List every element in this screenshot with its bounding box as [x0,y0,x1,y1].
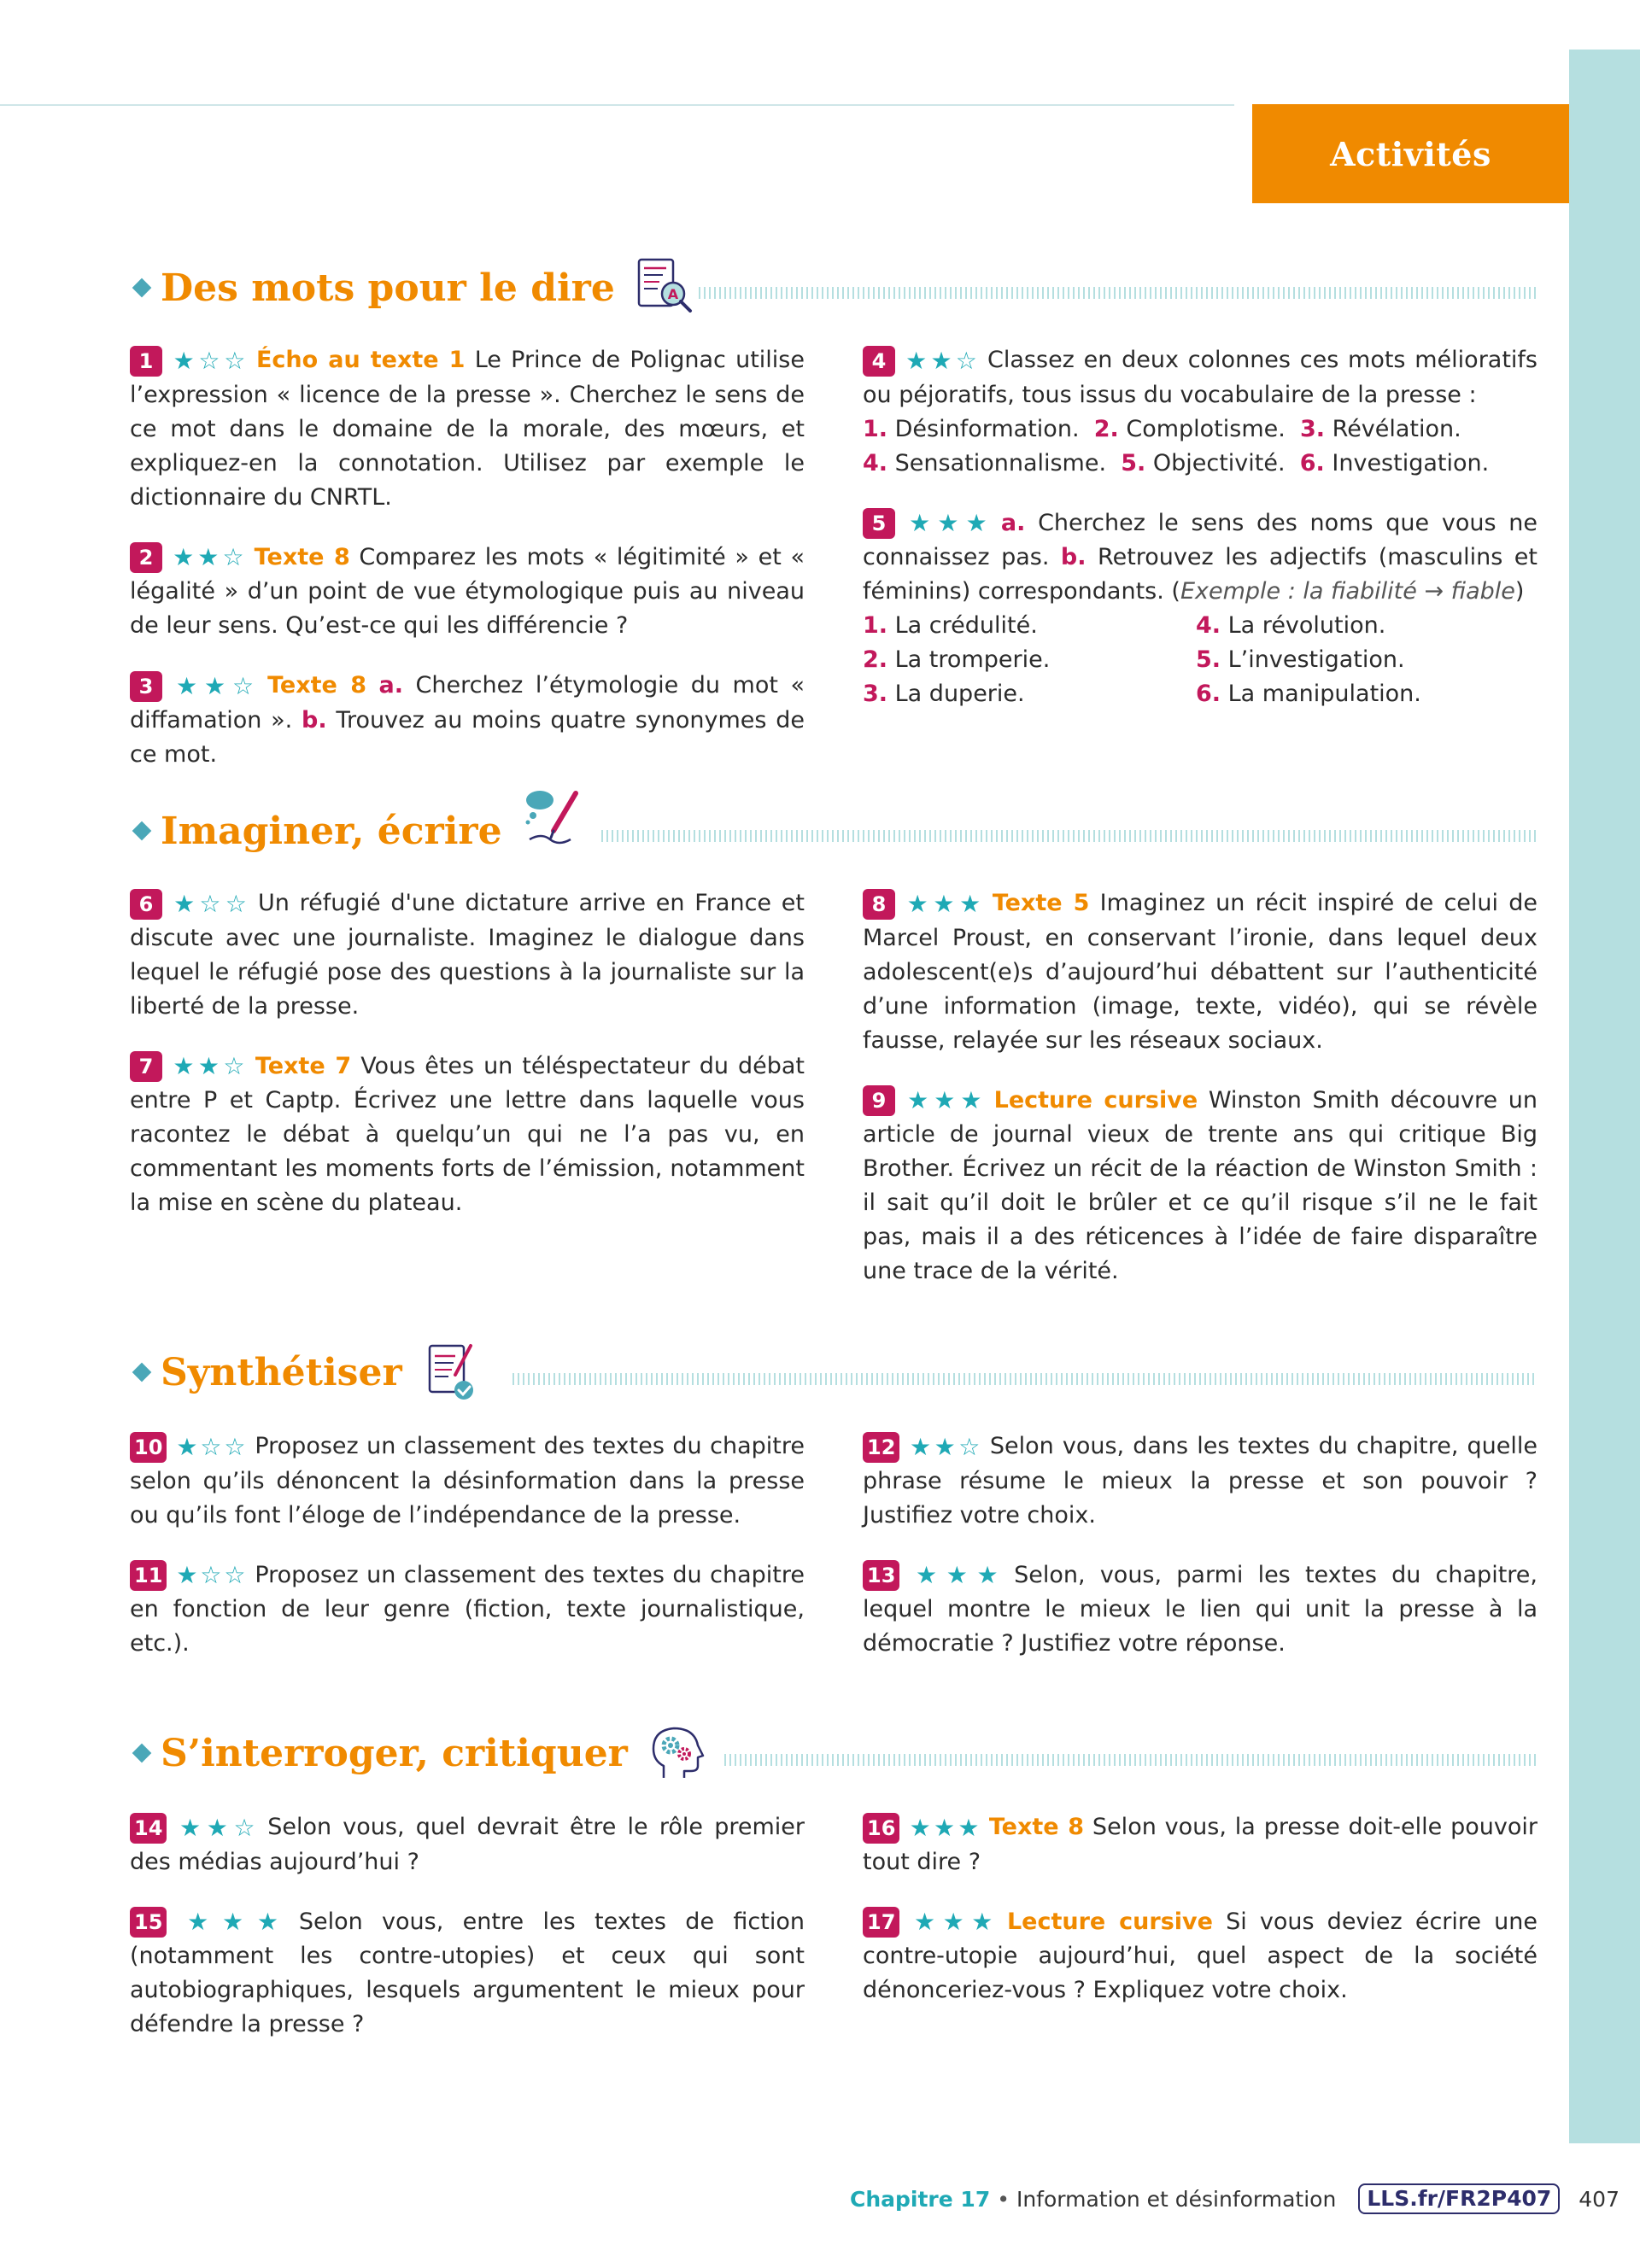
difficulty-stars-icon: ★★☆ [908,1432,983,1461]
exercise-text: Vous êtes un téléspectateur du débat entre P et Captp. Écrivez une lettre dans laquelle vous racontez le débat à quelqu’un qui ne l’a pas vu, en commentant les moments forts de l’émission, notamment la mise en scène du plateau. [130,1052,805,1216]
part-a-label: a. [1000,509,1026,536]
section-4-left-column [130,1810,805,2067]
noun-item: 4. La révolution. [1196,612,1386,639]
exercise-5: 5 ★★★ a. Cherchez le sens des noms que vous ne connaissez pas. b. Retrouvez les adjectifs (masculins et féminins) correspondants. (Exemple : la fiabilité → fiable) 1. La crédulité. 4. La révolution. 2. La tromperie. 5. L’investigation. 3. La duperie. 6. La manipulation. [863,506,1538,712]
item-number: 2. [1093,415,1119,442]
item-number: 5. [1121,449,1146,476]
exercise-16 [863,1810,1538,1879]
exercise-text: Un réfugié d'une dictature arrive en France et discute avec une journaliste. Imaginez le dialogue dans lequel le réfugié pose des questions à la journaliste sur la liberté de la presse. [130,890,805,1020]
exercise-text: Si vous deviez écrire une contre-utopie aujourd’hui, quel aspect de la société dénonceriez-vous ? Expliquez votre choix. [863,1908,1538,2003]
exercise-1 [130,343,805,515]
item-number: 6. [1299,449,1325,476]
text-reference: Texte 8 [254,543,350,570]
difficulty-stars-icon: ★★★ [175,1908,292,1936]
section-2-right-column [863,886,1538,1314]
exercise-text: Comparez les mots « légitimité » et « légalité » d’un point de vue étymologique puis au niveau de leur sens. Qu’est-ce qui les différencie ? [130,543,805,639]
section-dotted-rule [699,287,1536,299]
text-reference: Texte 8 [267,672,366,699]
part-b-label: b. [302,706,327,734]
noun-item: 1. La crédulité. [863,612,1038,639]
section-title: Synthétiser [161,1350,402,1394]
exercise-text-a: Cherchez le sens des noms que vous ne connaissez pas. [863,509,1538,570]
exercise-number: 11 [130,1560,167,1591]
exercise-number: 14 [130,1813,167,1844]
activities-tab: Activités [1252,104,1569,203]
exercise-number: 6 [130,889,162,920]
word-item: Complotisme. [1126,415,1286,442]
exercise-17 [863,1905,1538,2008]
dictionary-search-icon [634,256,697,319]
exercise-text: Selon vous, la presse doit-elle pouvoir tout dire ? [863,1814,1538,1875]
exercise-15 [130,1905,805,2043]
item-number: 1. [863,415,888,442]
section-header-interroger [130,1723,710,1783]
exercise-6 [130,886,805,1024]
noun-item: 3. La duperie. [863,681,1025,707]
section-header-des-mots [130,258,697,318]
difficulty-stars-icon: ★★☆ [175,1813,261,1842]
exercise-text: Selon, vous, parmi les textes du chapitre, lequel montre le mieux le lien qui unit la presse à la démocratie ? Justifiez votre réponse. [863,1561,1538,1657]
section-title: Imaginer, écrire [161,809,502,853]
exercise-number: 13 [863,1560,899,1591]
section-header-synthetiser [130,1342,484,1402]
exercise-text: Selon vous, entre les textes de fiction (notamment les contre-utopies) et ceux qui sont autobiographiques, lesquels argumentent le mieux pour défendre la presse ? [130,1908,805,2037]
section-dotted-rule [601,830,1536,842]
page-number: 407 [1578,2186,1620,2212]
difficulty-stars-icon: ★★★ [908,1908,1000,1936]
exercise-11 [130,1558,805,1662]
word-list-line [863,447,1538,481]
section-1-right-column [863,343,1538,737]
exercise-text: Selon vous, dans les textes du chapitre, quelle phrase résume le mieux la presse et son pouvoir ? Justifiez votre choix. [863,1433,1538,1529]
exercise-8 [863,886,1538,1058]
exercise-text: Winston Smith découvre un article de journal vieux de trente ans qui critique Big Brother. Écrivez un récit de la réaction de Winston Smith : il sait qu’il doit le brûler et ce qu’il risque s’il ne le fait pas, mais il a des réticences à l’idée de faire disparaître une trace de la vérité. [863,1086,1538,1284]
text-reference: Lecture cursive [993,1086,1198,1114]
section-header-imaginer [130,801,584,861]
top-rule [0,104,1234,106]
footer-separator: • [997,2186,1010,2212]
exercise-number: 17 [863,1907,899,1938]
exercise-text: Imaginez un récit inspiré de celui de Marcel Proust, en conservant l’ironie, dans lequel deux adolescent(e)s d’aujourd’hui débattent sur l’authenticité d’une information (image, texte, vidéo), qui se révèle fausse, relayée sur les réseaux sociaux. [863,890,1538,1054]
difficulty-stars-icon: ★☆☆ [175,1432,249,1461]
word-item: Investigation. [1332,449,1490,476]
exercise-text-b: Trouvez au moins quatre synonymes de ce mot. [130,706,805,768]
example-text: Exemple : la fiabilité → fiable [1180,578,1515,605]
difficulty-stars-icon: ★★★ [908,1813,982,1842]
text-reference: Écho au texte 1 [255,347,466,373]
noun-list [863,609,1538,711]
diamond-bullet-icon [132,1744,152,1763]
text-reference: Texte 8 [988,1814,1085,1840]
section-4-right-column [863,1810,1538,2033]
word-list-line [863,412,1538,447]
noun-item: 6. La manipulation. [1196,681,1421,707]
checklist-icon [421,1341,484,1404]
exercise-number: 1 [130,346,162,377]
part-a-label: a. [378,672,403,699]
difficulty-stars-icon: ★★★ [904,889,986,918]
exercise-12 [863,1429,1538,1533]
side-band [1569,50,1640,2143]
exercise-number: 12 [863,1432,899,1463]
section-2-left-column [130,886,805,1246]
difficulty-stars-icon: ★☆☆ [171,889,251,918]
difficulty-stars-icon: ★☆☆ [171,346,249,375]
difficulty-stars-icon: ★★☆ [171,543,248,571]
item-number: 4. [863,449,888,476]
svg-text:A: A [667,286,679,302]
exercise-number: 3 [130,671,162,702]
difficulty-stars-icon: ★★★ [904,509,994,537]
diamond-bullet-icon [132,821,152,841]
section-dotted-rule [724,1754,1536,1766]
difficulty-stars-icon: ★★☆ [171,671,261,700]
exercise-number: 15 [130,1907,167,1938]
exercise-text: Le Prince de Polignac utilise l’expression « licence de la presse ». Cherchez le sens de ce mot dans le domaine de la morale, des mœurs, et expliquez-en la connotation. Utilisez par exemple le dictionnaire du CNRTL. [130,347,805,511]
footer-link[interactable]: LLS.fr/FR2P407 [1358,2183,1560,2214]
noun-item: 5. L’investigation. [1196,646,1405,673]
exercise-2 [130,541,805,644]
word-item: Révélation. [1332,415,1461,442]
exercise-number: 7 [130,1051,162,1082]
section-title: Des mots pour le dire [161,266,615,310]
exercise-number: 5 [863,508,895,539]
difficulty-stars-icon: ★★☆ [171,1052,249,1080]
exercise-7 [130,1049,805,1221]
section-title: S’interroger, critiquer [161,1731,628,1775]
exercise-number: 16 [863,1813,899,1844]
exercise-number: 4 [863,346,895,377]
footer-chapter: Chapitre 17 [850,2186,991,2212]
part-b-label: b. [1060,544,1086,570]
page-footer [850,2182,1620,2216]
item-number: 3. [1300,415,1326,442]
exercise-text-a: Cherchez l’étymologie du mot « diffamation ». [130,672,805,734]
exercise-13 [863,1558,1538,1662]
footer-subject: Information et désinformation [1016,2186,1337,2212]
exercise-3 [130,669,805,772]
exercise-text: Selon vous, quel devrait être le rôle premier des médias aujourd’hui ? [130,1814,805,1875]
difficulty-stars-icon: ★★★ [908,1561,1008,1589]
exercise-text-b: Retrouvez les adjectifs (masculins et féminins) correspondants. [863,544,1538,605]
difficulty-stars-icon: ★★★ [904,1086,987,1114]
section-3-right-column [863,1429,1538,1686]
exercise-14 [130,1810,805,1879]
difficulty-stars-icon: ★☆☆ [175,1561,249,1589]
pen-thought-bubble-icon [521,786,584,850]
text-reference: Lecture cursive [1006,1908,1213,1935]
exercise-10 [130,1429,805,1533]
diamond-bullet-icon [132,278,152,298]
exercise-text: Proposez un classement des textes du chapitre en fonction de leur genre (fiction, texte journalistique, etc.). [130,1561,805,1657]
word-item: Objectivité. [1152,449,1286,476]
head-gears-icon [647,1721,710,1785]
section-dotted-rule [512,1373,1536,1385]
difficulty-stars-icon: ★★☆ [904,346,981,375]
section-1-left-column [130,343,805,798]
exercise-text: Proposez un classement des textes du chapitre selon qu’ils dénoncent la désinformation dans la presse ou qu’ils font l’éloge de l’indépendance de la presse. [130,1433,805,1529]
exercise-number: 8 [863,889,895,920]
word-item: Désinformation. [894,415,1080,442]
section-3-left-column [130,1429,805,1686]
exercise-number: 2 [130,542,162,573]
text-reference: Texte 5 [992,890,1090,916]
exercise-9 [863,1084,1538,1289]
exercise-text: Classez en deux colonnes ces mots mélioratifs ou péjoratifs, tous issus du vocabulaire de la presse : [863,347,1538,408]
noun-item: 2. La tromperie. [863,646,1051,673]
diamond-bullet-icon [132,1363,152,1382]
word-item: Sensationnalisme. [894,449,1107,476]
text-reference: Texte 7 [255,1052,352,1079]
exercise-4 [863,343,1538,481]
exercise-number: 10 [130,1432,167,1463]
exercise-number: 9 [863,1085,895,1116]
